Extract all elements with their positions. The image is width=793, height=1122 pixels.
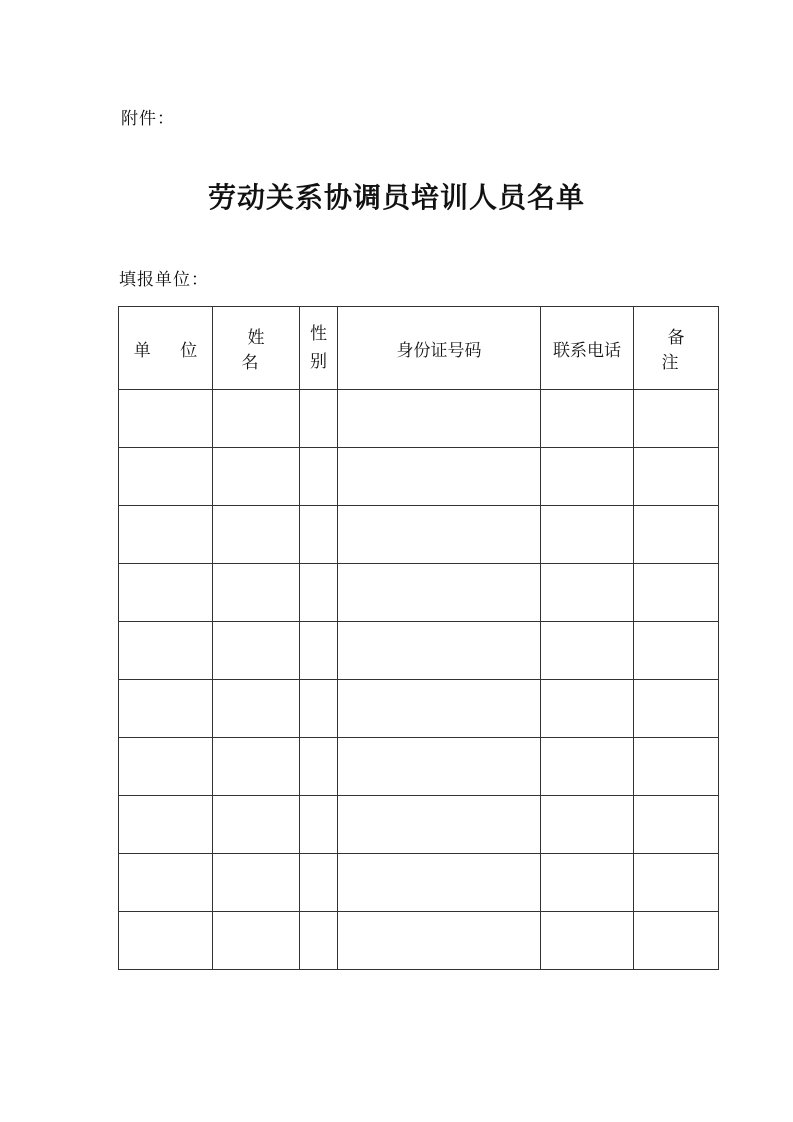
cell-id-number	[338, 796, 541, 854]
table-row	[119, 680, 719, 738]
cell-remarks	[634, 912, 719, 970]
column-header-phone: 联系电话	[541, 307, 634, 390]
cell-unit	[119, 390, 213, 448]
cell-phone	[541, 912, 634, 970]
cell-phone	[541, 506, 634, 564]
cell-gender	[300, 506, 338, 564]
table-row	[119, 796, 719, 854]
cell-gender	[300, 564, 338, 622]
cell-remarks	[634, 622, 719, 680]
attachment-label: 附件：	[121, 109, 175, 129]
cell-id-number	[338, 738, 541, 796]
cell-remarks	[634, 680, 719, 738]
cell-name	[213, 564, 300, 622]
cell-gender	[300, 390, 338, 448]
cell-remarks	[634, 854, 719, 912]
cell-remarks	[634, 506, 719, 564]
cell-name	[213, 912, 300, 970]
cell-gender	[300, 912, 338, 970]
cell-id-number	[338, 448, 541, 506]
cell-remarks	[634, 564, 719, 622]
cell-unit	[119, 854, 213, 912]
cell-remarks	[634, 796, 719, 854]
table-row	[119, 390, 719, 448]
page-title: 劳动关系协调员培训人员名单	[207, 181, 585, 214]
cell-unit	[119, 738, 213, 796]
cell-unit	[119, 448, 213, 506]
cell-id-number	[338, 912, 541, 970]
cell-gender	[300, 448, 338, 506]
cell-name	[213, 506, 300, 564]
cell-gender	[300, 738, 338, 796]
cell-id-number	[338, 622, 541, 680]
cell-name	[213, 390, 300, 448]
cell-name	[213, 796, 300, 854]
cell-id-number	[338, 506, 541, 564]
cell-phone	[541, 796, 634, 854]
cell-phone	[541, 854, 634, 912]
cell-gender	[300, 622, 338, 680]
table-row	[119, 448, 719, 506]
table-row	[119, 564, 719, 622]
trainee-roster-table	[118, 306, 719, 970]
cell-phone	[541, 390, 634, 448]
cell-gender	[300, 796, 338, 854]
cell-phone	[541, 448, 634, 506]
table-row	[119, 854, 719, 912]
table-row	[119, 622, 719, 680]
cell-phone	[541, 680, 634, 738]
table-row	[119, 738, 719, 796]
cell-id-number	[338, 390, 541, 448]
table-body	[119, 390, 719, 970]
cell-phone	[541, 738, 634, 796]
cell-remarks	[634, 390, 719, 448]
cell-name	[213, 622, 300, 680]
cell-id-number	[338, 564, 541, 622]
cell-name	[213, 680, 300, 738]
column-header-remarks: 备 注	[634, 307, 719, 390]
cell-unit	[119, 796, 213, 854]
column-header-id-number: 身份证号码	[338, 307, 541, 390]
cell-unit	[119, 564, 213, 622]
cell-unit	[119, 506, 213, 564]
cell-phone	[541, 564, 634, 622]
column-header-unit: 单 位	[119, 307, 213, 390]
cell-gender	[300, 680, 338, 738]
cell-name	[213, 738, 300, 796]
column-header-name: 姓 名	[213, 307, 300, 390]
cell-phone	[541, 622, 634, 680]
reporting-unit-label: 填报单位：	[119, 270, 209, 290]
cell-id-number	[338, 680, 541, 738]
cell-remarks	[634, 738, 719, 796]
cell-name	[213, 854, 300, 912]
column-header-gender: 性别	[300, 307, 338, 390]
cell-unit	[119, 912, 213, 970]
table-header-row	[119, 307, 719, 390]
cell-name	[213, 448, 300, 506]
cell-unit	[119, 622, 213, 680]
table-row	[119, 912, 719, 970]
cell-gender	[300, 854, 338, 912]
cell-unit	[119, 680, 213, 738]
table-row	[119, 506, 719, 564]
cell-id-number	[338, 854, 541, 912]
cell-remarks	[634, 448, 719, 506]
